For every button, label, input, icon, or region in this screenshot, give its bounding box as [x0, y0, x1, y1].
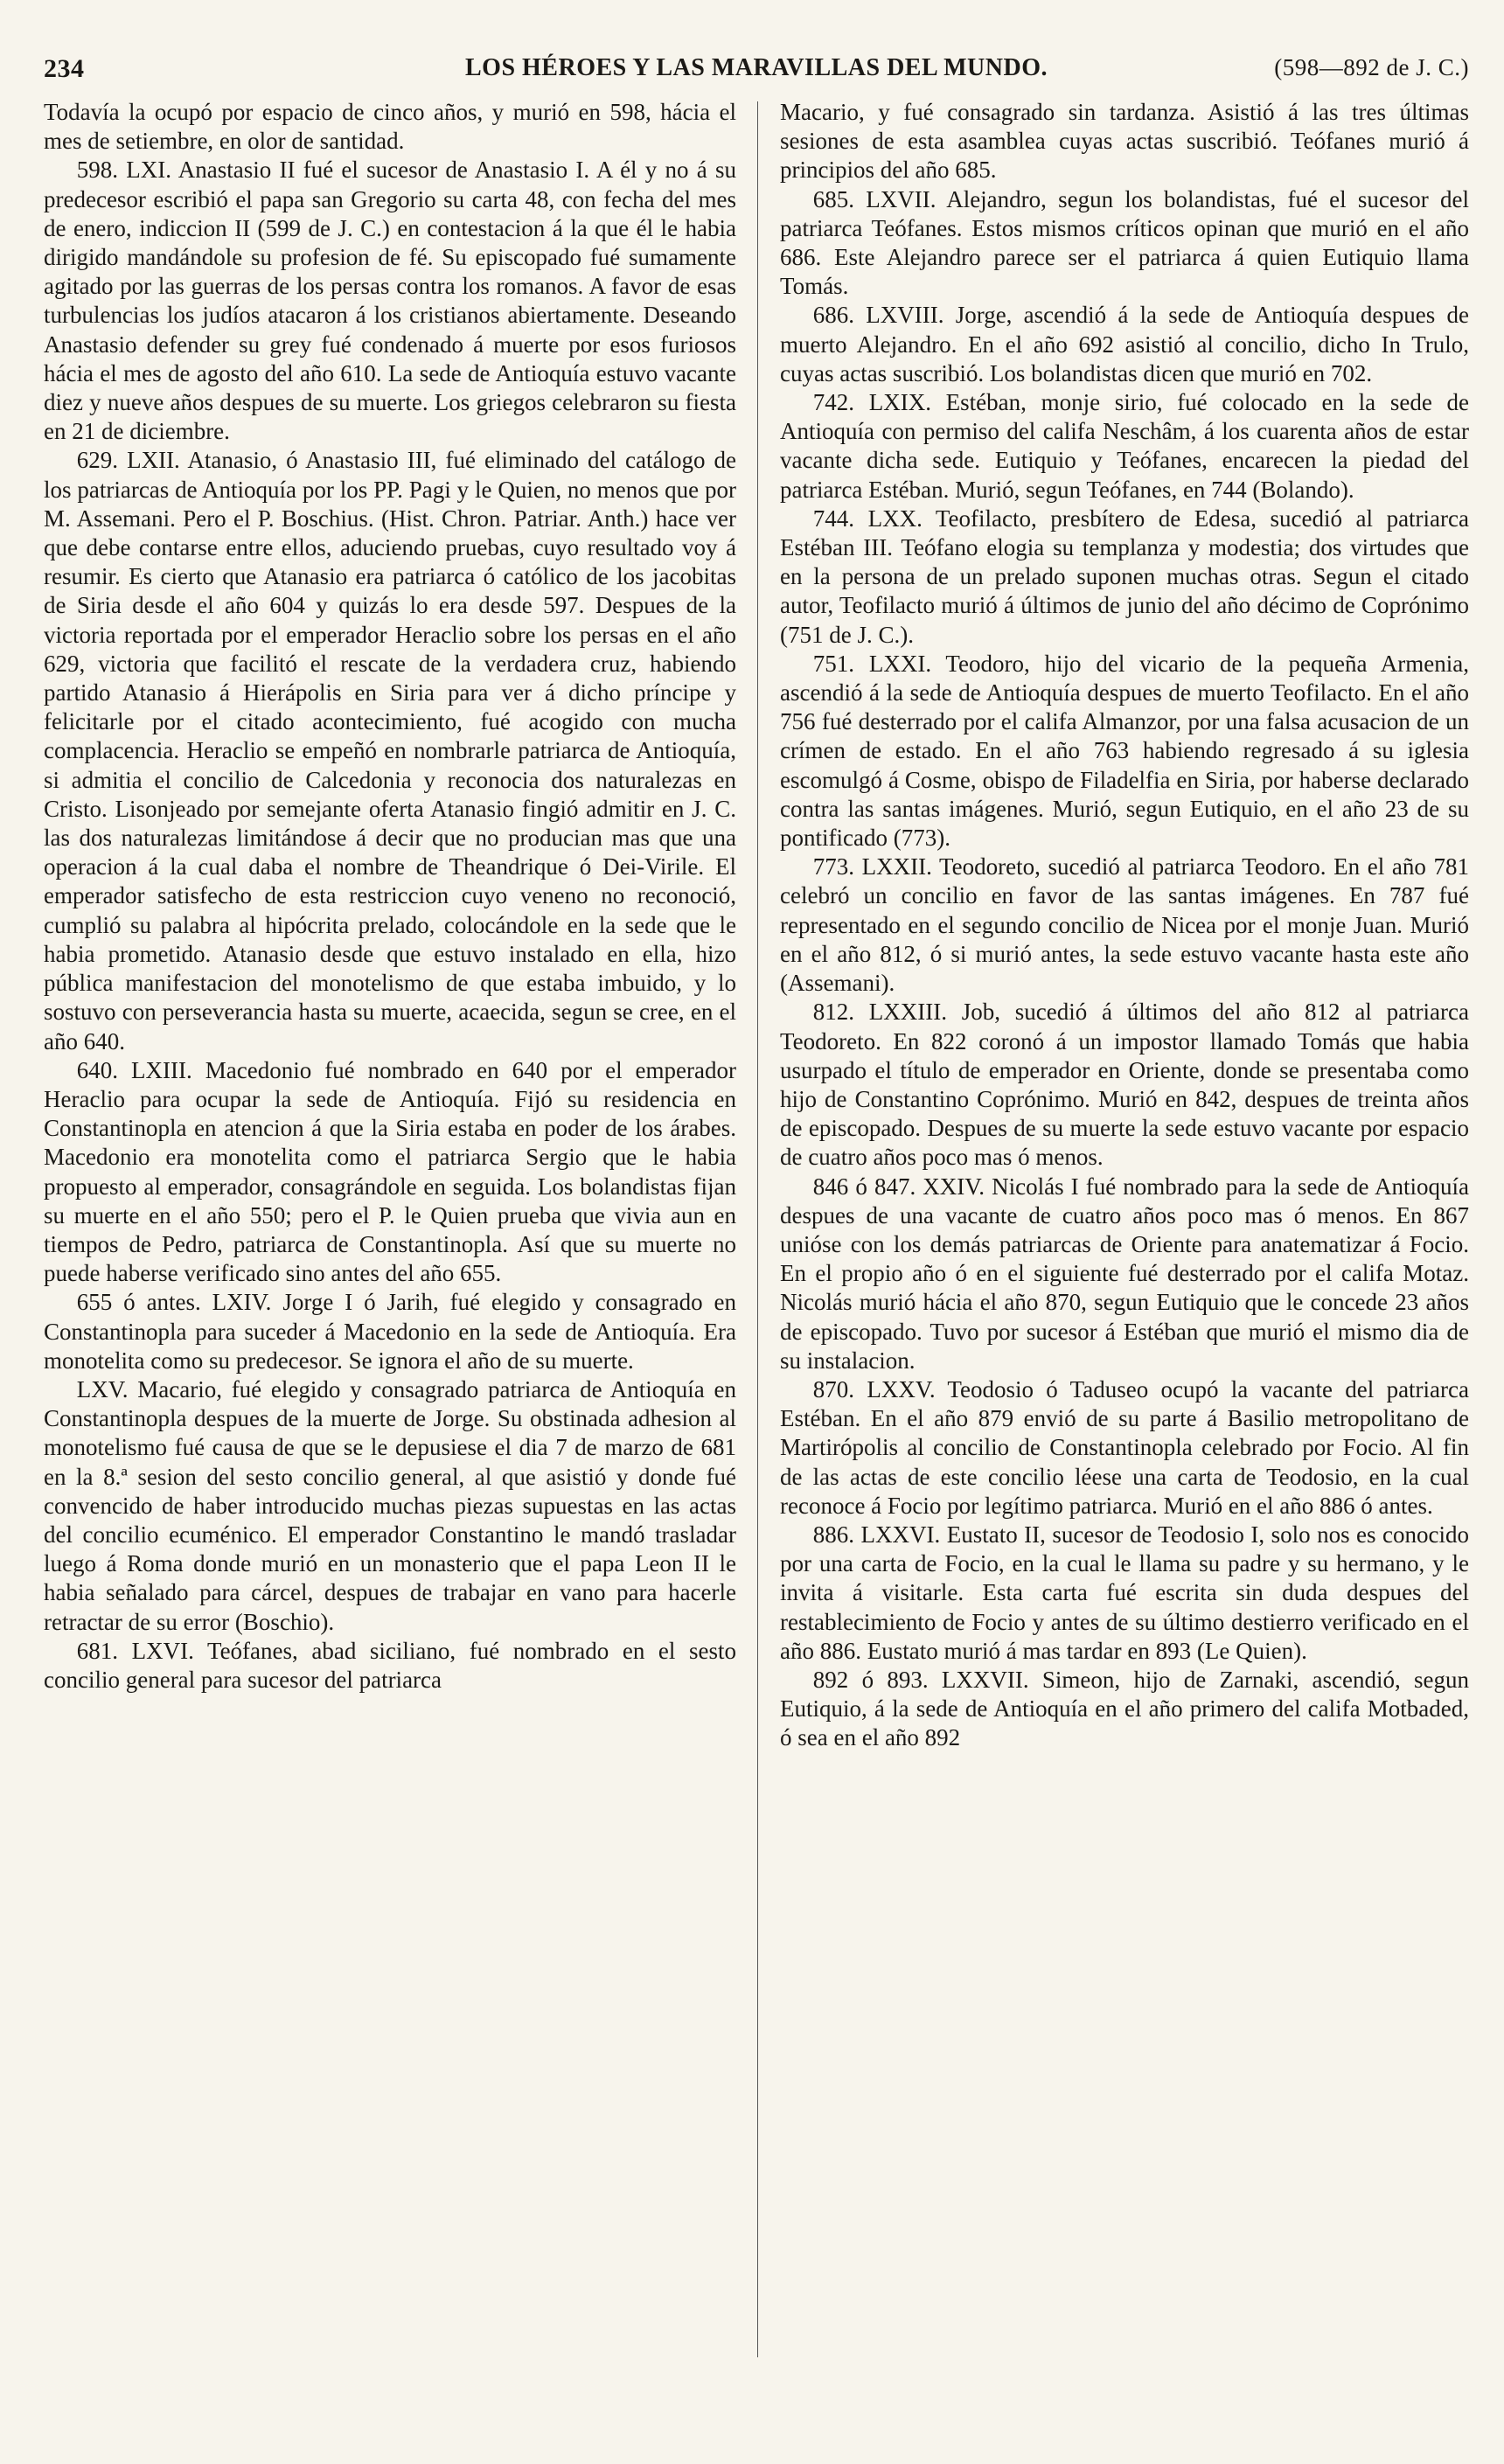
paragraph: LXV. Macario, fué elegido y consagrado patriarca de Antioquía en Constantinopla despues de la muerte de Jorge. Su obstinada adhesion al monotelismo fué causa de que se le depusiese el dia 7 de marzo de 681 en la 8.ª sesion del sesto concilio general, al que asistió y donde fué convencido de haber introducido muchas piezas supuestas en las actas del concilio ecuménico. El emperador Constantino le mandó trasladar luego á Roma donde murió en un monasterio que el papa Leon II le habia señalado para cárcel, despues de trabajar en vano para hacerle retractar de su error (Boschio).: [44, 1375, 736, 1635]
paragraph: 892 ó 893. LXXVII. Simeon, hijo de Zarnaki, ascendió, segun Eutiquio, á la sede de Antioquía en el año primero del califa Motbaded, ó sea en el año 892: [780, 1666, 1469, 1751]
paragraph: 598. LXI. Anastasio II fué el sucesor de Anastasio I. A él y no á su predecesor escribió el papa san Gregorio su carta 48, con fecha del mes de enero, indiccion II (599 de J. C.) en contestacion á la que él le habia dirigido mandándole su profesion de fé. Su episcopado fué sumamente agitado por las guerras de los persas contra los romanos. A favor de esas turbulencias los judíos atacaron á los cristianos abiertamente. Deseando Anastasio defender su grey fué condenado á muerte por esos furiosos hácia el mes de agosto del año 610. La sede de Antioquía estuvo vacante diez y nueve años despues de su muerte. Los griegos celebraron su fiesta en 21 de diciembre.: [44, 157, 736, 445]
date-range: (598—892 de J. C.): [1274, 54, 1469, 80]
paragraph: 846 ó 847. XXIV. Nicolás I fué nombrado para la sede de Antioquía despues de una vacante de cuatro años poco mas ó menos. En 867 unióse con los demás patriarcas de Oriente para anatematizar á Focio. En el propio año ó en el siguiente fué desterrado por el califa Motaz. Nicolás murió hácia el año 870, segun Eutiquio que le concede 23 años de episcopado. Tuvo por sucesor á Estéban que murió el mismo dia de su instalacion.: [780, 1173, 1469, 1374]
paragraph: Macario, y fué consagrado sin tardanza. Asistió á las tres últimas sesiones de esta asamblea cuyas actas suscribió. Teófanes murió á principios del año 685.: [780, 99, 1469, 184]
page-header: [44, 54, 1469, 89]
column-divider: [757, 101, 758, 2357]
paragraph: 640. LXIII. Macedonio fué nombrado en 640 por el emperador Heraclio para ocupar la sede de Antioquía. Fijó su residencia en Constantinopla en atencion á que la Siria estaba en poder de los árabes. Macedonio era monotelita como el patriarca Sergio que le habia propuesto al emperador, consagrándole en seguida. Los bolandistas fijan su muerte en el año 550; pero el P. le Quien prueba que vivia aun en tiempos de Pedro, patriarca de Constantinopla. Así que su muerte no puede haberse verificado sino antes del año 655.: [44, 1056, 736, 1287]
paragraph: 686. LXVIII. Jorge, ascendió á la sede de Antioquía despues de muerto Alejandro. En el año 692 asistió al concilio, dicho In Trulo, cuyas actas suscribió. Los bolandistas dicen que murió en 702.: [780, 302, 1469, 386]
page-number: 234: [44, 54, 85, 83]
paragraph: 886. LXXVI. Eustato II, sucesor de Teodosio I, solo nos es conocido por una carta de Focio, en la cual le llama su padre y su hermano, y le invita á visitarle. Esta carta fué escrita sin duda despues del restablecimiento de Focio y antes de su último destierro verificado en el año 886. Eustato murió á mas tardar en 893 (Le Quien).: [780, 1521, 1469, 1664]
paragraph: 685. LXVII. Alejandro, segun los bolandistas, fué el sucesor del patriarca Teófanes. Estos mismos críticos opinan que murió en el año 686. Este Alejandro parece ser el patriarca á quien Eutiquio llama Tomás.: [780, 185, 1469, 300]
paragraph: 655 ó antes. LXIV. Jorge I ó Jarih, fué elegido y consagrado en Constantinopla para suceder á Macedonio en la sede de Antioquía. Era monotelita como su predecesor. Se ignora el año de su muerte.: [44, 1289, 736, 1374]
left-column: [44, 98, 736, 1695]
paragraph: 742. LXIX. Estéban, monje sirio, fué colocado en la sede de Antioquía con permiso del califa Neschâm, á los cuarenta años de estar vacante dicha sede. Eutiquio y Teófanes, encarecen la piedad del patriarca Estéban. Murió, segun Teófanes, en 744 (Bolando).: [780, 389, 1469, 503]
paragraph: 870. LXXV. Teodosio ó Taduseo ocupó la vacante del patriarca Estéban. En el año 879 envió de su parte á Basilio metropolitano de Martirópolis al concilio de Constantinopla celebrado por Focio. Al fin de las actas de este concilio léese una carta de Teodosio, en la cual reconoce á Focio por legítimo patriarca. Murió en el año 886 ó antes.: [780, 1375, 1469, 1519]
paragraph: 681. LXVI. Teófanes, abad siciliano, fué nombrado en el sesto concilio general para sucesor del patriarca: [44, 1637, 736, 1693]
running-title: LOS HÉROES Y LAS MARAVILLAS DEL MUNDO.: [465, 54, 1048, 81]
paragraph: 629. LXII. Atanasio, ó Anastasio III, fué eliminado del catálogo de los patriarcas de Antioquía por los PP. Pagi y le Quien, no menos que por M. Assemani. Pero el P. Boschius. (Hist. Chron. Patriar. Anth.) hace ver que debe contarse entre ellos, aduciendo pruebas, cuyo resultado voy á resumir. Es cierto que Atanasio era patriarca ó católico de los jacobitas de Siria desde el año 604 y quizás lo era desde 597. Despues de la victoria reportada por el emperador Heraclio sobre los persas en el año 629, victoria que facilitó el rescate de la verdadera cruz, habiendo partido Atanasio á Hierápolis en Siria para ver á dicho príncipe y felicitarle por el citado acontecimiento, fué acogido con mucha complacencia. Heraclio se empeñó en nombrarle patriarca de Antioquía, si admitia el concilio de Calcedonia y reconocia dos naturalezas en Cristo. Lisonjeado por semejante oferta Atanasio fingió admitir en J. C. las dos naturalezas limitándose á decir que no producian mas que una operacion á la cual daba el nombre de Theandrique ó Dei-Virile. El emperador satisfecho de esta restriccion cuyo veneno no reconoció, cumplió su palabra al hipócrita prelado, colocándole en la sede que le habia prometido. Atanasio desde que estuvo instalado en ella, hizo pública manifestacion del monotelismo de que estaba imbuido, y lo sostuvo con perseverancia hasta su muerte, acaecida, segun se cree, en el año 640.: [44, 447, 736, 1055]
paragraph: 751. LXXI. Teodoro, hijo del vicario de la pequeña Armenia, ascendió á la sede de Antioquía despues de muerto Teofilacto. En el año 756 fué desterrado por el califa Almanzor, por una falsa acusacion de un crímen de estado. En el año 763 habiendo regresado á su iglesia escomulgó á Cosme, obispo de Filadelfia en Siria, por haberse declarado contra las santas imágenes. Murió, segun Eutiquio, en el año 23 de su pontificado (773).: [780, 650, 1469, 852]
paragraph: Todavía la ocupó por espacio de cinco años, y murió en 598, hácia el mes de setiembre, en olor de santidad.: [44, 99, 736, 155]
paragraph: 773. LXXII. Teodoreto, sucedió al patriarca Teodoro. En el año 781 celebró un concilio en favor de las santas imágenes. En 787 fué representado en el segundo concilio de Nicea por el monje Juan. Murió en el año 812, ó si murió antes, la sede estuvo vacante hasta este año (Assemani).: [780, 853, 1469, 997]
paragraph: 744. LXX. Teofilacto, presbítero de Edesa, sucedió al patriarca Estéban III. Teófano elogia su templanza y modestia; dos virtudes que en la persona de un prelado suponen muchas otras. Segun el citado autor, Teofilacto murió á últimos de junio del año décimo de Coprónimo (751 de J. C.).: [780, 505, 1469, 648]
right-column: [780, 98, 1469, 1753]
paragraph: 812. LXXIII. Job, sucedió á últimos del año 812 al patriarca Teodoreto. En 822 coronó á un impostor llamado Tomás que habia usurpado el título de emperador en Oriente, donde se presentaba como hijo de Constantino Coprónimo. Murió en 842, despues de treinta años de episcopado. Despues de su muerte la sede estuvo vacante por espacio de cuatro años poco mas ó menos.: [780, 999, 1469, 1171]
